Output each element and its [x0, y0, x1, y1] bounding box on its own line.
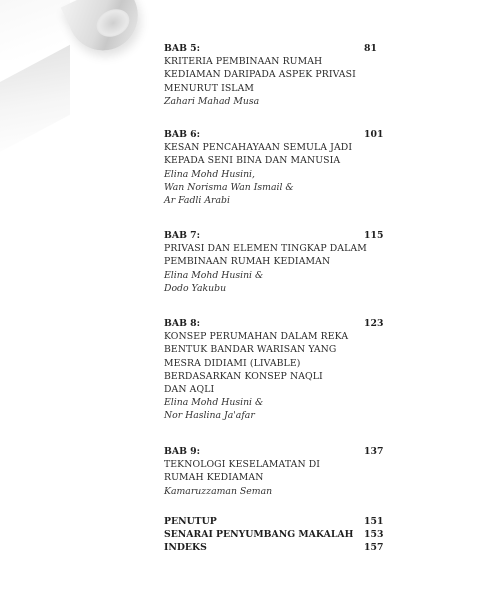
toc-entry-bab-5[interactable]	[164, 42, 377, 108]
endmatter-label: SENARAI PENYUMBANG MAKALAH	[164, 529, 354, 541]
chapter-title-line: KESAN PENCAHAYAAN SEMULA JADI	[164, 142, 353, 154]
toc-entry-bab-8[interactable]	[164, 317, 384, 423]
page-number: 115	[364, 230, 384, 241]
chapter-title-line: KEPADA SENI BINA DAN MANUSIA	[164, 155, 341, 167]
page-number: 157	[364, 542, 384, 554]
page-number: 151	[364, 516, 384, 527]
page-number: 153	[364, 529, 384, 541]
chapter-title-line: PRIVASI DAN ELEMEN TINGKAP DALAM	[164, 243, 367, 255]
endmatter-label: INDEKS	[164, 542, 207, 554]
chapter-title-line: RUMAH KEDIAMAN	[164, 472, 264, 484]
chapter-number: BAB 7:	[164, 230, 201, 241]
page-number: 81	[364, 43, 377, 54]
chapter-number: BAB 6:	[164, 129, 201, 140]
page-number: 137	[364, 446, 384, 457]
chapter-author-line: Ar Fadli Arabi	[164, 195, 230, 207]
page-number: 101	[364, 129, 384, 140]
chapter-author-line: Nor Haslina Ja'afar	[164, 410, 255, 422]
chapter-title-line: PEMBINAAN RUMAH KEDIAMAN	[164, 256, 331, 268]
chapter-title-line: DAN AQLI	[164, 384, 215, 396]
toc-entry-penutup[interactable]	[164, 515, 394, 528]
page-number: 123	[364, 318, 384, 329]
chapter-title-line: MENURUT ISLAM	[164, 82, 255, 94]
chapter-title-line: BENTUK BANDAR WARISAN YANG	[164, 344, 337, 356]
chapter-title-line: KEDIAMAN DARIPADA ASPEK PRIVASI	[164, 69, 356, 81]
endmatter-label: PENUTUP	[164, 516, 217, 527]
chapter-number: BAB 9:	[164, 446, 201, 457]
chapter-author-line: Elina Mohd Husini &	[164, 269, 264, 281]
chapter-title-line: TEKNOLOGI KESELAMATAN DI	[164, 459, 321, 471]
chapter-author-line: Elina Mohd Husini,	[164, 168, 255, 180]
toc-entry-bab-6[interactable]	[164, 128, 384, 207]
chapter-title-line: KONSEP PERUMAHAN DALAM REKA	[164, 331, 349, 343]
curled-paper-decoration	[0, 45, 70, 166]
toc-entry-indeks[interactable]	[164, 541, 394, 554]
toc-entry-senarai-penyumbang[interactable]	[164, 528, 394, 541]
chapter-author-line: Elina Mohd Husini &	[164, 397, 264, 409]
chapter-title-line: BERDASARKAN KONSEP NAQLI	[164, 370, 323, 382]
toc-entry-bab-7[interactable]	[164, 229, 384, 295]
chapter-author-line: Wan Norisma Wan Ismail &	[164, 181, 294, 193]
chapter-author-line: Kamaruzzaman Seman	[164, 485, 273, 497]
endmatter-list	[164, 515, 394, 555]
chapter-title-line: MESRA DIDIAMI (LIVABLE)	[164, 357, 301, 369]
chapter-number: BAB 5:	[164, 43, 201, 54]
chapter-title-line: KRITERIA PEMBINAAN RUMAH	[164, 56, 323, 68]
chapter-author-line: Zahari Mahad Musa	[164, 95, 260, 107]
chapter-author-line: Dodo Yakubu	[164, 282, 227, 294]
toc-entry-bab-9[interactable]	[164, 445, 384, 498]
chapter-number: BAB 8:	[164, 318, 201, 329]
